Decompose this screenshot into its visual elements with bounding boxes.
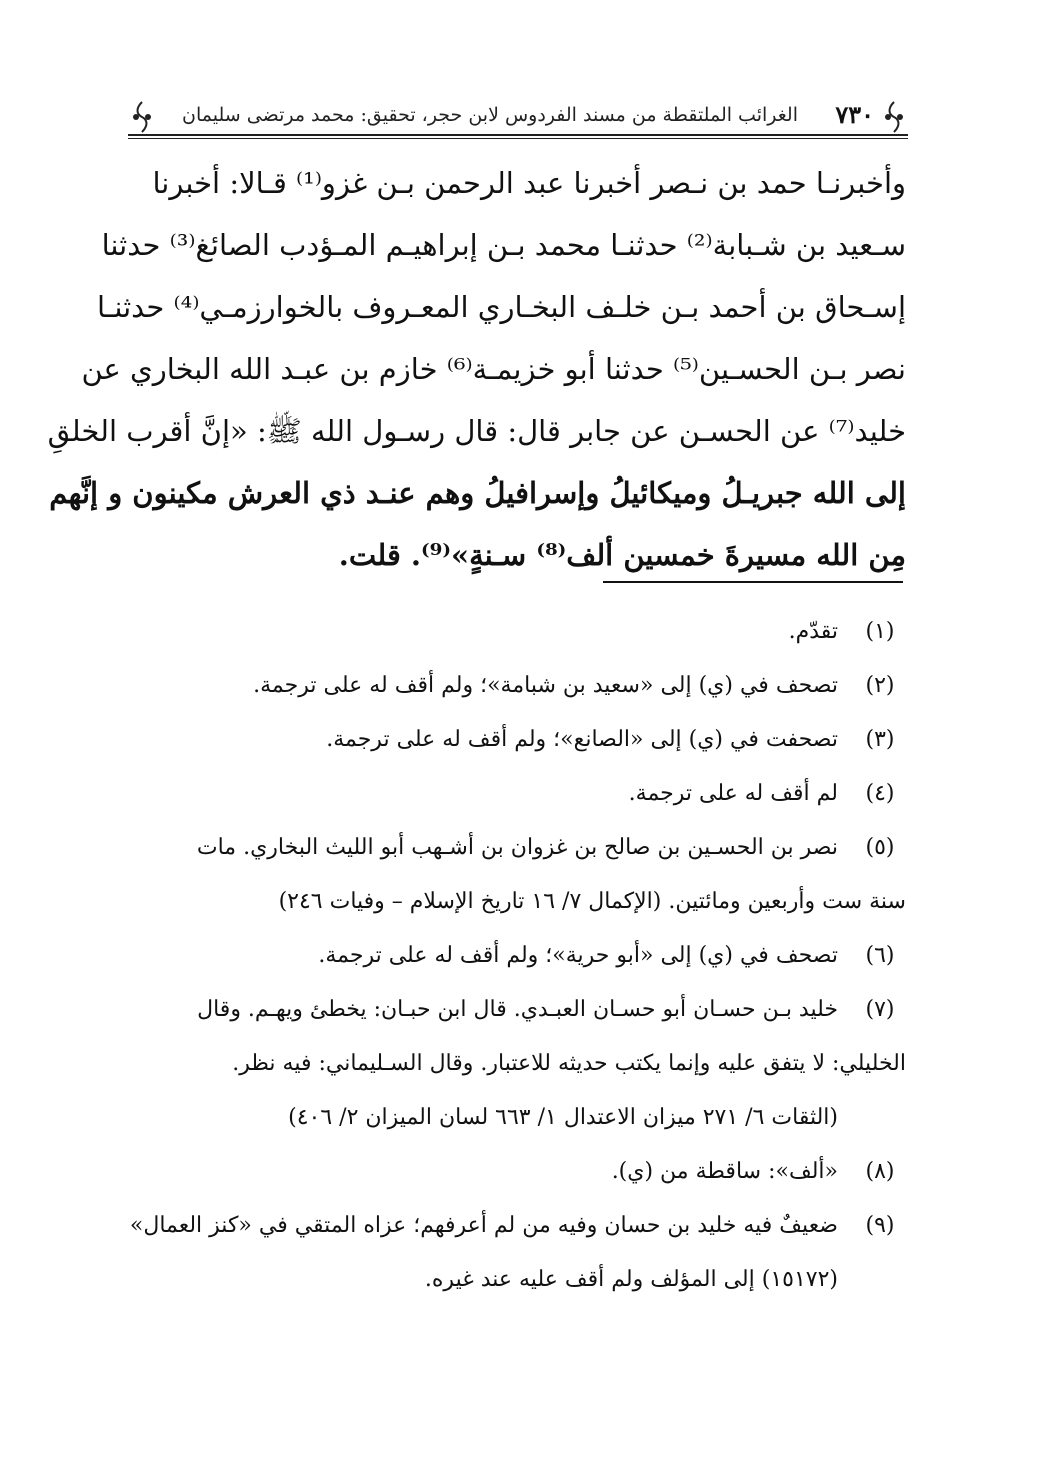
footnote — [134, 929, 906, 983]
footnote-text: تصحف في (ي) إلى «سعيد بن شبامة»؛ ولم أقف له على ترجمة. — [253, 673, 838, 698]
footnote-text: الخليلي: لا يتفق عليه وإنما يكتب حديثه للاعتبار. وقال السـليماني: فيه نظر. — [232, 1051, 906, 1076]
main-line: إسـحاق بن أحمد بـن خلـف البخـاري المعـروف بالخوارزمـي⁽⁴⁾ حدثنـا — [97, 290, 906, 324]
header-rule-thin — [128, 138, 908, 139]
main-line: نصر بـن الحسـين⁽⁵⁾ حدثنا أبو خزيمـة⁽⁶⁾ خازم بن عبـد الله البخاري عن — [81, 352, 906, 386]
footnote-number: (١) — [865, 619, 895, 644]
main-line-hadith: إلى الله جبريـلُ وميكائيلُ وإسرافيلُ وهم عنـد ذي العرش مكينون و إنَّهم — [49, 476, 906, 510]
footnote-number: (٣) — [865, 727, 895, 752]
footnote — [129, 1199, 906, 1307]
footnote-number: (٥) — [865, 835, 895, 860]
main-line: وأخبرنـا حمد بن نـصر أخبرنا عبد الرحمن بـن غزو⁽¹⁾ قـالا: أخبرنا — [152, 166, 906, 200]
running-title: الغرائب الملتقطة من مسند الفردوس لابن حجر، تحقيق: محمد مرتضى سليمان — [182, 104, 798, 126]
footnote-text: نصر بن الحسـين بن صالح بن غزوان بن أشـهب أبو الليث البخاري. مات — [196, 835, 838, 860]
footnotes — [129, 605, 906, 1307]
main-text — [47, 152, 906, 586]
footnote-number: (٤) — [865, 781, 895, 806]
main-line: سـعيد بن شـبابة⁽²⁾ حدثنـا محمد بـن إبراهيـم المـؤدب الصائغ⁽³⁾ حدثنا — [101, 228, 906, 262]
main-line: خليد⁽⁷⁾ عن الحسـن عن جابر قال: قال رسـول الله ﷺ: «إنَّ أقرب الخلقِ — [47, 414, 906, 448]
footnote-text: تصحفت في (ي) إلى «الصانع»؛ ولم أقف له على ترجمة. — [326, 727, 838, 752]
page-number: ٧٣٠ — [835, 100, 874, 129]
footnote-text: تصحف في (ي) إلى «أبو حرية»؛ ولم أقف له على ترجمة. — [318, 943, 838, 968]
main-line-hadith: مِن الله مسيرةَ خمسين ألف⁽⁸⁾ سـنةٍ»⁽⁹⁾. قلت. — [338, 538, 906, 572]
footnote — [134, 659, 906, 713]
footnote — [134, 767, 906, 821]
footnote-text: (١٥١٧٢) إلى المؤلف ولم أقف عليه عند غيره. — [424, 1267, 838, 1292]
footnote-text: خليد بـن حسـان أبو حسـان العبـدي. قال ابن حبـان: يخطئ ويهـم. وقال — [197, 997, 838, 1022]
footnote-text: سنة ست وأربعين ومائتين. (الإكمال ٧/ ١٦ تاريخ الإسلام – وفيات ٢٤٦) — [278, 889, 906, 914]
page-header — [128, 98, 908, 140]
footnote-number: (٢) — [865, 673, 895, 698]
ornament-icon — [128, 100, 156, 134]
footnote-number: (٩) — [865, 1213, 895, 1238]
footnote-separator — [603, 581, 903, 583]
footnote-text: «ألف»: ساقطة من (ي). — [611, 1159, 838, 1184]
header-rule — [128, 134, 908, 136]
footnote-number: (٨) — [865, 1159, 895, 1184]
footnote-text: تقدّم. — [788, 619, 838, 644]
footnote-text: ضعيفٌ فيه خليد بن حسان وفيه من لم أعرفهم؛ عزاه المتقي في «كنز العمال» — [129, 1213, 838, 1238]
footnote — [134, 1145, 906, 1199]
ornament-icon — [880, 100, 908, 134]
footnote — [134, 983, 906, 1145]
footnote — [134, 821, 906, 929]
footnote-text: لم أقف له على ترجمة. — [628, 781, 838, 806]
footnote-number: (٦) — [865, 943, 895, 968]
footnote-number: (٧) — [865, 997, 895, 1022]
footnote — [134, 713, 906, 767]
footnote — [134, 605, 906, 659]
footnote-text: (الثقات ٦/ ٢٧١ ميزان الاعتدال ١/ ٦٦٣ لسان الميزان ٢/ ٤٠٦) — [288, 1105, 838, 1130]
